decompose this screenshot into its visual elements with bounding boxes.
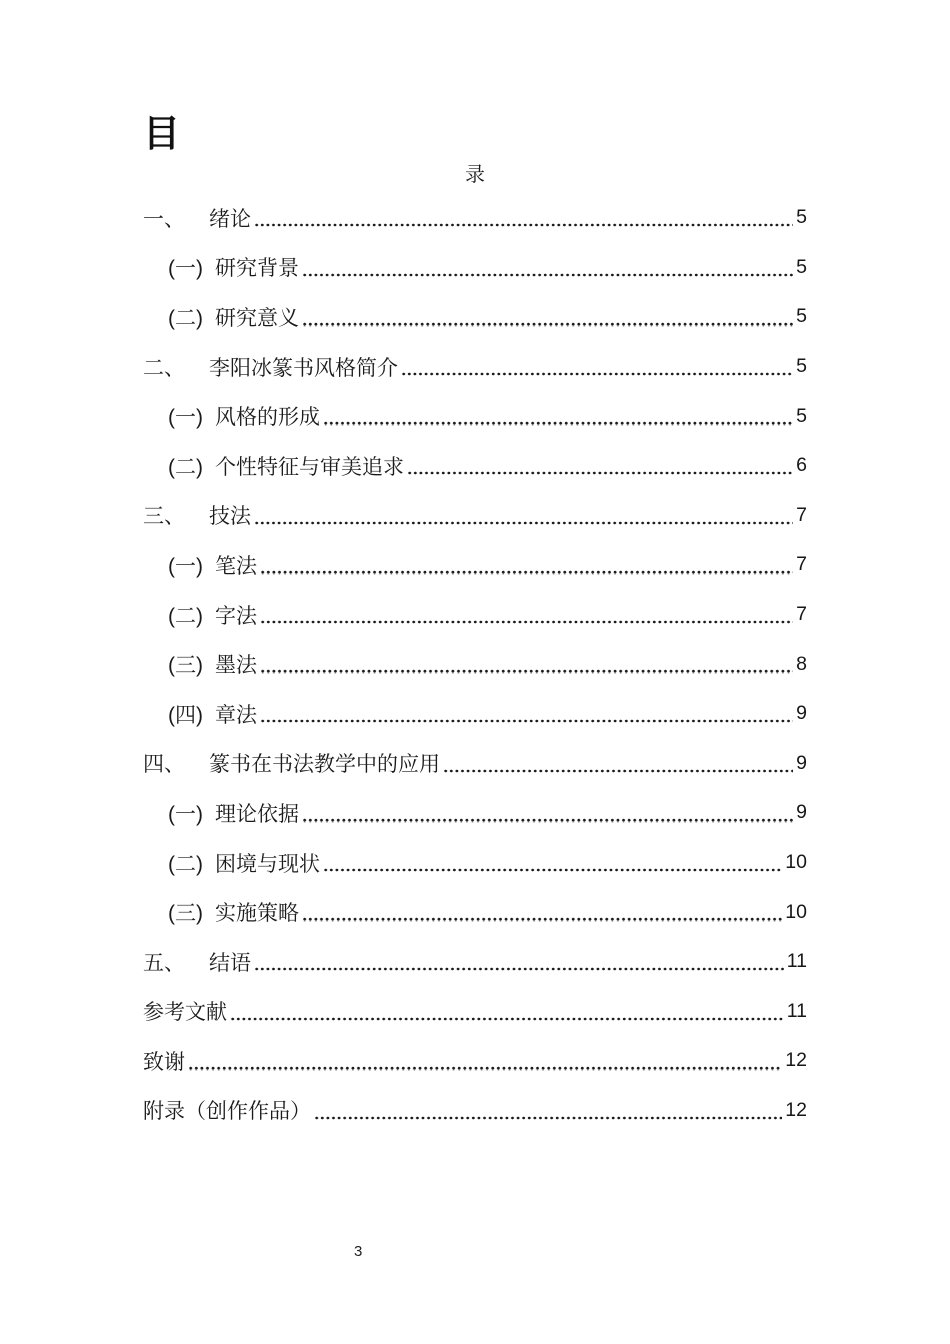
toc-entry[interactable] [143, 937, 807, 987]
toc-entry-number: (一) [168, 802, 203, 826]
dot-leader [189, 1067, 782, 1070]
toc-entry[interactable] [143, 788, 807, 838]
toc-entry-label: 致谢 [143, 1050, 185, 1074]
toc-entry-label: 字法 [215, 604, 257, 628]
toc-entry[interactable] [143, 193, 807, 243]
toc-entry-number: (一) [168, 406, 203, 430]
toc-entry-label: 研究意义 [215, 306, 299, 330]
toc-entry-label: 篆书在书法教学中的应用 [209, 753, 440, 777]
toc-entry-label: 实施策略 [215, 902, 299, 926]
dot-leader [315, 1116, 782, 1119]
toc-entry-page-number: 10 [785, 851, 807, 874]
toc-entry[interactable] [143, 1086, 807, 1136]
dot-leader [408, 472, 793, 475]
toc-entry-label: 困境与现状 [215, 852, 320, 876]
toc-entry[interactable] [143, 243, 807, 293]
toc-entry-page-number: 6 [796, 454, 807, 477]
dot-leader [324, 422, 793, 425]
toc-entry-number: (三) [168, 654, 203, 678]
toc-entry-number: (一) [168, 554, 203, 578]
toc-entry-label: 章法 [215, 703, 257, 727]
toc-entry-page-number: 7 [796, 603, 807, 626]
toc-entry[interactable] [143, 590, 807, 640]
toc-entry-label: 绪论 [209, 207, 251, 231]
toc-entry[interactable] [143, 391, 807, 441]
dot-leader [255, 224, 793, 227]
toc-entry-page-number: 7 [796, 503, 807, 526]
toc-title-main: 目 [143, 113, 180, 154]
toc-entry-page-number: 11 [786, 950, 807, 973]
toc-entry-number: 二、 [143, 356, 185, 380]
toc-entry-label: 个性特征与审美追求 [215, 455, 404, 479]
toc-entry[interactable] [143, 491, 807, 541]
toc-entry[interactable] [143, 887, 807, 937]
toc-entry-label: 技法 [209, 505, 251, 529]
dot-leader [402, 372, 793, 375]
toc-entry[interactable] [143, 987, 807, 1037]
toc-entry-page-number: 5 [796, 206, 807, 229]
toc-entry-page-number: 8 [796, 652, 807, 675]
toc-entry-page-number: 11 [786, 999, 807, 1022]
toc-entry-page-number: 9 [796, 702, 807, 725]
toc-entry-page-number: 9 [796, 801, 807, 824]
toc-entry-number: (一) [168, 257, 203, 281]
toc-entry-page-number: 5 [796, 305, 807, 328]
toc-entry-label: 笔法 [215, 554, 257, 578]
toc-entry-page-number: 10 [785, 900, 807, 923]
dot-leader [255, 968, 784, 971]
footer-page-number: 3 [354, 1243, 363, 1260]
dot-leader [261, 670, 793, 673]
toc-entry-page-number: 5 [796, 404, 807, 427]
toc-entry-number: (二) [168, 455, 203, 479]
toc-entry-number: 四、 [143, 753, 185, 777]
toc-entry[interactable] [143, 639, 807, 689]
toc-entry-number: (三) [168, 902, 203, 926]
toc-entry-page-number: 12 [785, 1049, 807, 1072]
toc-entry-number: (二) [168, 604, 203, 628]
toc-entry-label: 参考文献 [143, 1001, 227, 1025]
dot-leader [261, 571, 793, 574]
dot-leader [261, 720, 793, 723]
toc-entry-page-number: 12 [785, 1098, 807, 1121]
toc-entry-label: 风格的形成 [215, 406, 320, 430]
toc-entry-label: 附录（创作作品） [143, 1100, 311, 1124]
toc-entry[interactable] [143, 292, 807, 342]
toc-entry[interactable] [143, 1036, 807, 1086]
dot-leader [303, 918, 782, 921]
toc-entry-label: 理论依据 [215, 802, 299, 826]
dot-leader [231, 1017, 784, 1020]
toc-entry-page-number: 9 [796, 751, 807, 774]
toc-entry-number: (四) [168, 703, 203, 727]
toc-entry[interactable] [143, 689, 807, 739]
toc-entry-label: 研究背景 [215, 257, 299, 281]
toc-entry-page-number: 5 [796, 255, 807, 278]
toc-entry[interactable] [143, 540, 807, 590]
dot-leader [303, 819, 793, 822]
dot-leader [303, 323, 793, 326]
dot-leader [444, 769, 793, 772]
toc-entry-number: (二) [168, 306, 203, 330]
toc-entry-number: 三、 [143, 505, 185, 529]
toc-entry-label: 墨法 [215, 654, 257, 678]
toc-entry-page-number: 7 [796, 553, 807, 576]
table-of-contents [143, 193, 807, 1135]
toc-entry[interactable] [143, 441, 807, 491]
toc-entry-number: 一、 [143, 207, 185, 231]
toc-entry[interactable] [143, 739, 807, 789]
dot-leader [261, 620, 793, 623]
toc-entry[interactable] [143, 838, 807, 888]
toc-entry-number: (二) [168, 852, 203, 876]
toc-entry-label: 李阳冰篆书风格简介 [209, 356, 398, 380]
toc-entry-page-number: 5 [796, 355, 807, 378]
toc-entry-label: 结语 [209, 951, 251, 975]
toc-entry[interactable] [143, 342, 807, 392]
dot-leader [303, 273, 793, 276]
toc-title-secondary: 录 [465, 164, 485, 186]
dot-leader [324, 868, 782, 871]
toc-entry-number: 五、 [143, 951, 185, 975]
dot-leader [255, 521, 793, 524]
